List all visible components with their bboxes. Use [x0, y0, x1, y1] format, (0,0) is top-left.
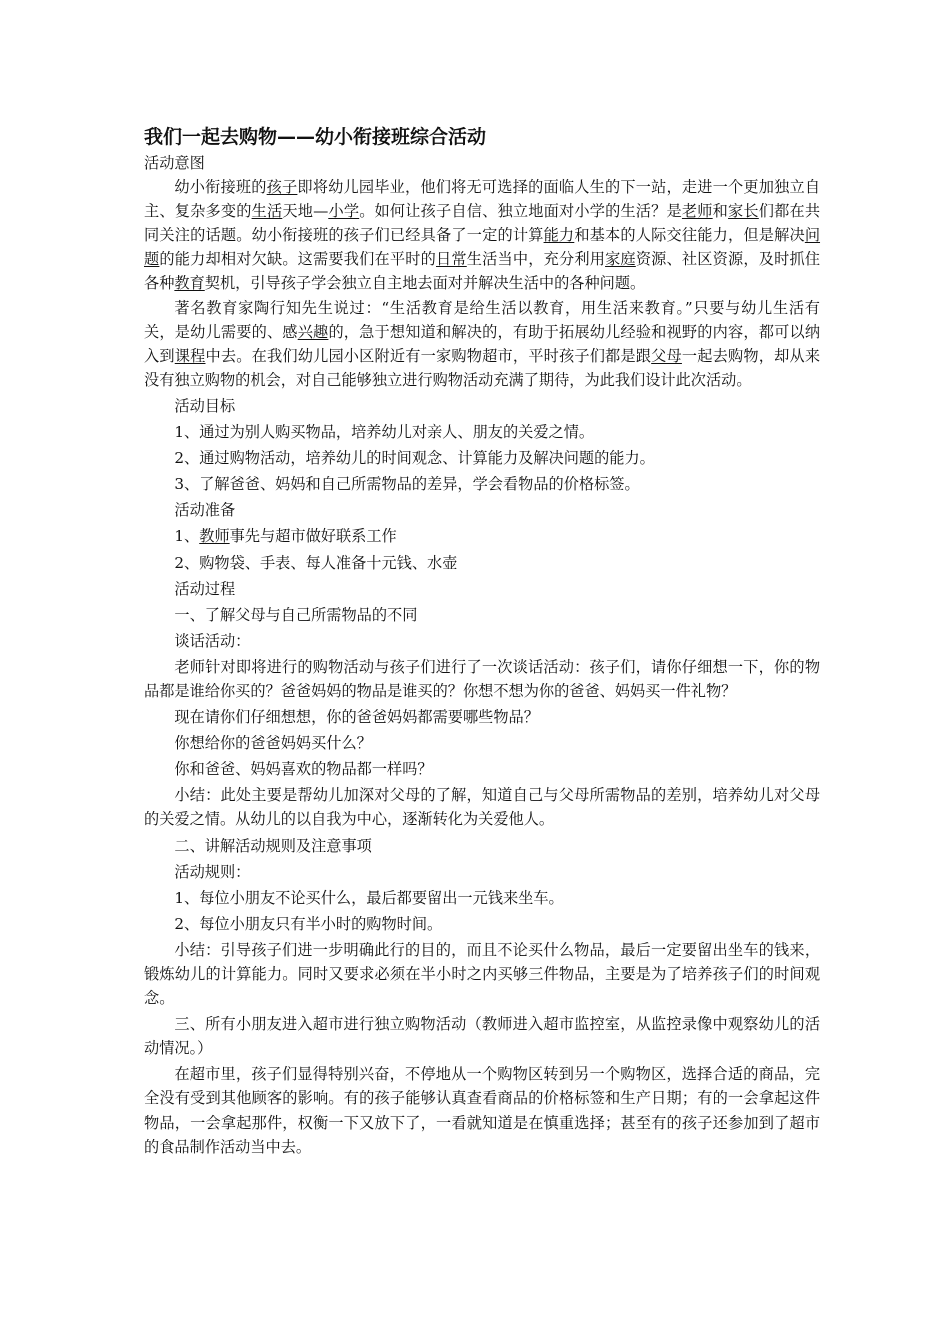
section-heading-goals: 活动目标 [174, 396, 236, 415]
talk-question-1: 现在请你们仔细想想，你的爸爸妈妈都需要哪些物品？ [174, 708, 539, 727]
talk-label: 谈话活动： [174, 631, 251, 650]
step-1-title: 一、了解父母与自己所需物品的不同 [174, 605, 418, 624]
link-life[interactable]: 生活 [251, 202, 283, 221]
document-title: 我们一起去购物——幼小衔接班综合活动 [144, 126, 487, 148]
intent-paragraph-2: 著名教育家陶行知先生说过：“生活教育是给生活以教育，用生活来教育。”只要与幼儿生活有关，是幼儿需要的、感兴趣的，急于想知道和解决的，有助于拓展幼儿经验和视野的内容，都可以纳入到课程中去。在我们幼儿园小区附近有一家购物超市，平时孩子们都是跟父母一起去购物，却从来没有独立购物的机会，对自己能够独立进行购物活动充满了期待，为此我们设计此次活动。 [144, 298, 821, 389]
step-2-title: 二、讲解活动规则及注意事项 [174, 836, 372, 855]
talk-question-3: 你和爸爸、妈妈喜欢的物品都一样吗？ [174, 760, 433, 779]
link-daily[interactable]: 日常 [436, 250, 467, 269]
prep-item-1: 1、教师事先与超市做好联系工作 [174, 527, 397, 546]
section-heading-intent: 活动意图 [144, 154, 205, 172]
link-education[interactable]: 教育 [174, 274, 205, 293]
goal-item-2: 2、通过购物活动，培养幼儿的时间观念、计算能力及解决问题的能力。 [174, 449, 655, 468]
summary-1: 小结：此处主要是帮幼儿加深对父母的了解，知道自己与父母所需物品的差别，培养幼儿对父母的关爱之情。从幼儿的以自我为中心，逐渐转化为关爱他人。 [144, 786, 820, 829]
talk-paragraph: 老师针对即将进行的购物活动与孩子们进行了一次谈话活动：孩子们，请你仔细想一下，你的物品都是谁给你买的？爸爸妈妈的物品是谁买的？你想不想为你的爸爸、妈妈买一件礼物？ [144, 657, 820, 700]
link-family[interactable]: 家庭 [605, 250, 636, 269]
link-curriculum[interactable]: 课程 [174, 346, 206, 365]
rule-item-2: 2、每位小朋友只有半小时的购物时间。 [174, 914, 443, 933]
link-teacher-2[interactable]: 教师 [199, 527, 230, 546]
link-primary-school[interactable]: 小学 [328, 202, 360, 221]
rules-label: 活动规则： [174, 862, 251, 881]
rule-item-1: 1、每位小朋友不论买什么，最后都要留出一元钱来坐车。 [174, 888, 564, 907]
link-problem[interactable]: 问题 [144, 226, 821, 269]
prep-item-2: 2、购物袋、手表、每人准备十元钱、水壶 [174, 553, 458, 572]
goal-item-3: 3、了解爸爸、妈妈和自己所需物品的差异，学会看物品的价格标签。 [174, 475, 640, 494]
intent-paragraph-1: 幼小衔接班的孩子即将幼儿园毕业，他们将无可选择的面临人生的下一站，走进一个更加独立自主、复杂多变的生活天地—小学。如何让孩子自信、独立地面对小学的生活？是老师和家长们都在共同关注的话题。幼小衔接班的孩子们已经具备了一定的计算能力和基本的人际交往能力，但是解决问题的能力却相对欠缺。这需要我们在平时的日常生活当中，充分利用家庭资源、社区资源，及时抓住各种教育契机，引导孩子学会独立自主地去面对并解决生活中的各种问题。 [144, 178, 821, 293]
step-3-paragraph: 在超市里，孩子们显得特别兴奋，不停地从一个购物区转到另一个购物区，选择合适的商品，完全没有受到其他顾客的影响。有的孩子能够认真查看商品的价格标签和生产日期；有的一会拿起这件物品，一会拿起那件，权衡一下又放下了，一看就知道是在慎重选择；甚至有的孩子还参加到了超市的食品制作活动当中去。 [144, 1065, 820, 1156]
link-teacher[interactable]: 老师 [681, 202, 713, 221]
link-parents-2[interactable]: 父母 [651, 346, 682, 365]
link-parents[interactable]: 家长 [728, 202, 759, 221]
section-heading-process: 活动过程 [174, 579, 236, 598]
talk-question-2: 你想给你的爸爸妈妈买什么？ [174, 734, 372, 753]
goal-item-1: 1、通过为别人购买物品，培养幼儿对亲人、朋友的关爱之情。 [174, 423, 595, 442]
link-interest[interactable]: 兴趣 [297, 322, 329, 341]
step-3-title: 三、所有小朋友进入超市进行独立购物活动（教师进入超市监控室，从监控录像中观察幼儿的活动情况。） [144, 1015, 820, 1058]
link-child[interactable]: 孩子 [266, 178, 298, 197]
section-heading-prep: 活动准备 [174, 501, 236, 520]
document-page [144, 124, 820, 1159]
summary-2: 小结：引导孩子们进一步明确此行的目的，而且不论买什么物品，最后一定要留出坐车的钱来，锻炼幼儿的计算能力。同时又要求必须在半小时之内买够三件物品，主要是为了培养孩子们的时间观念。 [144, 940, 820, 1008]
link-ability[interactable]: 能力 [543, 226, 575, 245]
